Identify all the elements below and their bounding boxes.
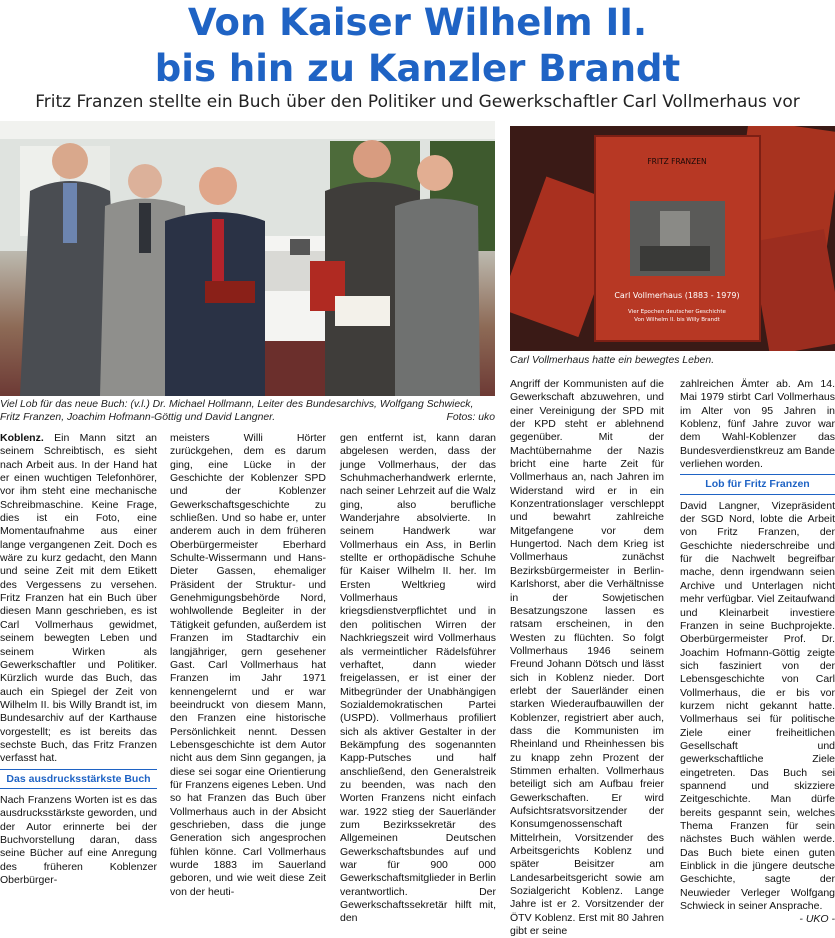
column-1-text-2: Nach Franzens Worten ist es das ausdrucksstärkste geworden, und der Autor erinnerte bei der Buchvorstellung daran, dass seine Bücher auf eine Anregung des früheren Koblenzer Oberbürger- bbox=[0, 793, 158, 886]
group-photo-caption-text: Viel Lob für das neue Buch: (v.l.) Dr. Michael Hollmann, Leiter des Bundesarchivs, Wolfgang Schwieck, Fritz Franzen, Joachim Hofmann-Göttig und David Langner. bbox=[0, 399, 474, 423]
article-column-4 bbox=[510, 378, 664, 938]
author-sign: - UKO - bbox=[799, 913, 835, 926]
dateline: Koblenz. bbox=[0, 432, 44, 444]
article-column-1 bbox=[0, 432, 157, 887]
book-title-text: Carl Vollmerhaus (1883 - 1979) bbox=[614, 291, 740, 300]
subhead-ausdrucksstaerkste: Das ausdrucksstärkste Buch bbox=[0, 769, 157, 789]
photo-credit: Fotos: uko bbox=[446, 412, 495, 423]
book-author-text: FRITZ FRANZEN bbox=[647, 157, 707, 166]
group-photo-illustration bbox=[0, 121, 495, 396]
column-3-text: gen entfernt ist, kann daran abgelesen werden, dass der junge Vollmerhaus, der das Schuhmacherhandwerk erlernte, nach seiner Lehrzeit auf die Walz ging, also berufliche Wanderjahre absolvierte. In seinem Handwerk war Vollmerhaus ein Ass, in Berlin stellte er orthopädische Schuhe für Kaiser Wilhelm II. her. Im Ersten Weltkrieg wird Vollmerhaus kriegsdienstverpflichtet und in den politischen Wirren der Nachkriegszeit wird Vollmerhaus als vermeintlicher Rädelsführer verhaftet, dann wieder freigelassen, er ist einer der Mitbegründer der Unabhängigen Sozialdemokratischen Partei (USPD). Vollmerhaus profiliert sich als aktiver Gestalter in der Bekämpfung des sogenannten Kapp-Putsches und half anschließend, den Generalstreik zu beenden, was nach den Worten Franzens nicht einfach war. 1922 stieg der Sauerländer zum Bezirkssekretär des Allgemeinen Deutschen Gewerkschaftsbundes auf und war für 900 000 Gewerkschaftsmitglieder in Berlin verantwortlich. Der Gewerkschaftssekretär hilft mit, den bbox=[340, 432, 496, 925]
headline-line-1: Von Kaiser Wilhelm II. bbox=[187, 1, 648, 44]
book-subtitle-2: Von Wilhelm II. bis Willy Brandt bbox=[634, 317, 720, 323]
book-subtitle-1: Vier Epochen deutscher Geschichte bbox=[628, 309, 726, 315]
column-5-text: zahlreichen Ämter ab. Am 14. Mai 1979 stirbt Carl Vollmerhaus im Alter von 95 Jahren in Koblenz, fünf Jahre zuvor war dem Wahl-Koblenzer das Bundesverdienstkreuz am Bande verliehen worden. bbox=[680, 378, 835, 471]
group-photo-caption bbox=[0, 398, 495, 424]
article-column-2 bbox=[170, 432, 326, 899]
book-photo-illustration bbox=[510, 126, 835, 351]
book-photo-caption: Carl Vollmerhaus hatte ein bewegtes Leben. bbox=[510, 355, 715, 366]
column-2-text: meisters Willi Hörter zurückgehen, dem es darum ging, eine Lücke in der Geschichte der Koblenzer SPD und der Koblenzer Gewerkschaftsgeschichte zu schließen. Und so habe er, unter anderem auch in dem früheren Oberbürgermeister Eberhard Schulte-Wissermann und Hans-Dieter Gassen, ehemaliger Präsident der Struktur- und Genehmigungsbehörde Nord, wohlwollende Begleiter in der Tätigkeit gefunden, außerdem ist Franzen im Stadtarchiv ein langjähriger, gern gesehener Gast. Carl Vollmerhaus hat Franzen im Jahr 1971 kennengelernt und er war beeindruckt von diesem Mann, den Franzen eine historische Persönlichkeit nennt. Dessen Lebensgeschichte ist dem Autor nicht aus dem Sinn gegangen, ja diese sei sogar eine Orientierung für Franzens eigenes Leben. Und so hat Franzen das Buch über Vollmerhaus auch in der Absicht geschrieben, dass die junge Generation sich angesprochen fühlen könne. Carl Vollmerhaus wurde 1883 im Sauerland geboren, und wie weit diese Zeit von der heuti- bbox=[170, 432, 326, 898]
headline-line-2: bis hin zu Kanzler Brandt bbox=[154, 47, 681, 90]
article-column-3 bbox=[340, 432, 496, 926]
book-photo bbox=[510, 126, 835, 351]
column-5-text-2: David Langner, Vizepräsident der SGD Nord, lobte die Arbeit von Fritz Franzen, der Geschichte niederschreibe und für die Nachwelt begreifbar mache, denn irgendwann seien Archive und Unterlagen nicht mehr verfügbar. Viel Zeitaufwand und Kleinarbeit investiere Franzen in seine Buchprojekte. Oberbürgermeister Prof. Dr. Joachim Hofmann-Göttig zeigte sich fasziniert von der Lebensgeschichte von Carl Vollmerhaus, die er bis vor kurzem nicht gekannt hatte. Vollmerhaus sei für politische Ziele einer freiheitlichen Gesellschaft und gewerkschaftliche Ziele eingetreten. Das Buch sei spannend und skizziere Zeitgeschichte. Man dürfe bereits gespannt sein, welches Thema Franzen für sein nächstes Buch wählen werde. Das Buch biete einen guten Einblick in die jüngere deutsche Geschichte, sagte der Neuwieder Verleger Wolfgang Schwieck in seiner Ansprache. bbox=[680, 499, 835, 913]
article-column-5 bbox=[680, 378, 835, 927]
column-1-text: Ein Mann sitzt an seinem Schreibtisch, es sieht nach Arbeit aus. In der Hand hat er einen wuchtigen Telefonhörer, vor ihm steht eine mechanische Schreibmaschine. Keine Frage, dies ist ein Foto, eine Momentaufnahme aus einer lange vergangenen Zeit. Doch es wäre zu kurz gedacht, den Mann und seine Zeit mit dem Etikett des Vergessens zu versehen. Fritz Franzen hat ein Buch über diesen Mann geschrieben, es ist Carl Vollmerhaus gewidmet, seinem bewegten Leben und seinem Wirken als Gewerkschaftler und Politiker. Kürzlich wurde das Buch, das auch ein Spiegel der Zeit von Wilhelm II. bis Willy Brandt ist, im Bundesarchiv auf der Karthause vorgestellt; es ist bereits das sechste Buch, das Fritz Franzen verfasst hat. bbox=[0, 432, 158, 765]
column-4-text: Angriff der Kommunisten auf die Gewerkschaft abzuwehren, und einer Vereinigung der SPD mit der KPD steht er ablehnend gegenüber. Mit der Machtübernahme der Nazis bricht eine harte Zeit für Vollmerhaus an, nach Jahren im Widerstand wird er in ein Konzentrationslager verschleppt und bewahrt zahlreiche Mitgefangene vor dem Hungertod. Nach dem Krieg ist Vollmerhaus zunächst Bezirksbürgermeister in Berlin-Karlshorst, aber die Verhältnisse in der Sowjetischen Besatzungszone lassen es ratsam erscheinen, in den Westen zu flüchten. So folgt Vollmerhaus 1946 seinem Freund Johann Dötsch und lässt sich in Koblenz nieder. Dort erlebt der Sauerländer einen starken Wiederaufbauwillen der Koblenzer, registriert aber auch, dass die Kommunisten im Rheinland und Rheinhessen bis zu knapp zehn Prozent der Stimmen erhalten. Vollmerhaus beteiligt sich am Aufbau freier Gewerkschaften. Er wird Aufsichtsratsvorsitzender der Konsumgenossenschaft Mittelrhein, Vorsitzender des Arbeitsgerichts Koblenz und später Beisitzer am Landesarbeitsgericht sowie am Sozialgericht Koblenz. Lange Jahre ist er 2. Vorsitzender der ÖTV Koblenz. Erst mit 80 Jahren gibt er seine bbox=[510, 378, 664, 938]
subhead-lob: Lob für Fritz Franzen bbox=[680, 474, 835, 494]
group-photo bbox=[0, 121, 495, 396]
subheadline: Fritz Franzen stellte ein Buch über den Politiker und Gewerkschaftler Carl Vollmerhaus vor bbox=[35, 92, 800, 112]
